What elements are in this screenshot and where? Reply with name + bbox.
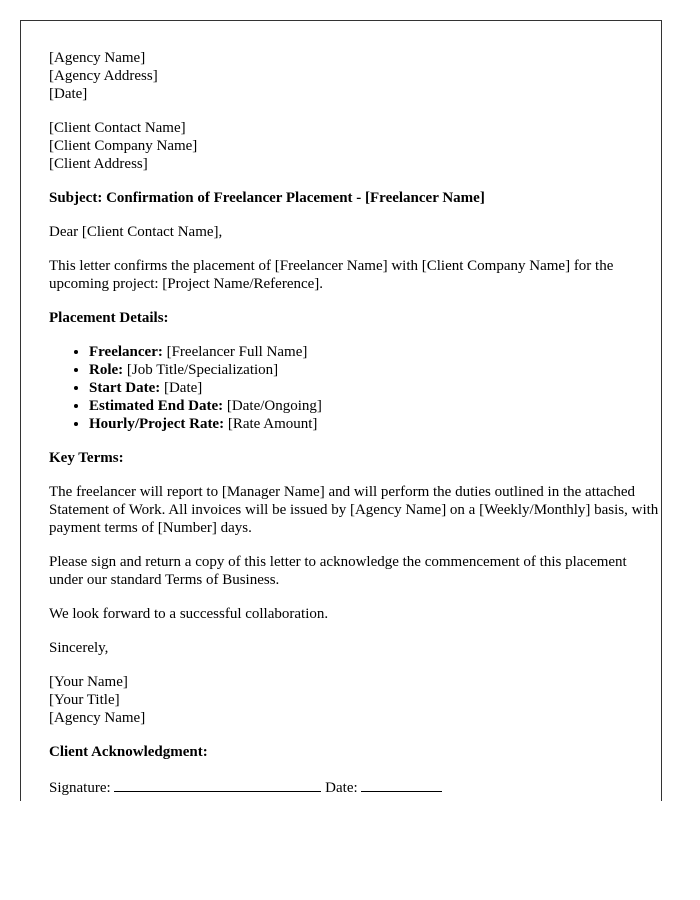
item-label: Hourly/Project Rate: <box>89 416 225 432</box>
intro-paragraph: This letter confirms the placement of [Freelancer Name] with [Client Company Name] for the upcoming project: [Project Name/Reference]. <box>49 258 614 292</box>
signoff: Sincerely, <box>49 640 109 656</box>
ack-heading: Client Acknowledgment: <box>49 744 208 760</box>
date-label: Date: <box>321 780 362 796</box>
signature-field[interactable] <box>114 777 321 792</box>
agency-name: [Agency Name] <box>49 50 146 66</box>
item-label: Estimated End Date: <box>89 398 224 414</box>
subject-line: Subject: Confirmation of Freelancer Placement - [Freelancer Name] <box>49 190 485 206</box>
signer-title: [Your Title] <box>49 692 120 708</box>
client-contact-name: [Client Contact Name] <box>49 120 186 136</box>
list-item <box>89 361 661 379</box>
letter-page <box>20 20 662 801</box>
closing-line: We look forward to a successful collaboration. <box>49 606 329 622</box>
list-item <box>89 397 661 415</box>
item-value: [Rate Amount] <box>224 416 318 432</box>
item-value: [Date] <box>160 380 203 396</box>
item-value: [Freelancer Full Name] <box>162 344 308 360</box>
item-label: Role: <box>89 362 124 378</box>
signature-line <box>49 777 661 797</box>
sign-request-paragraph: Please sign and return a copy of this letter to acknowledge the commencement of this placement under our standard Terms of Business. <box>49 554 627 588</box>
list-item <box>89 415 661 433</box>
list-item <box>89 379 661 397</box>
signer-name: [Your Name] <box>49 674 128 690</box>
key-terms-heading: Key Terms: <box>49 450 124 466</box>
placement-heading: Placement Details: <box>49 310 169 326</box>
key-terms-paragraph: The freelancer will report to [Manager Name] and will perform the duties outlined in the attached Statement of Work. All invoices will be issued by [Agency Name] on a [Weekly/Monthly] basis, with payment terms of [Number] days. <box>49 484 659 536</box>
item-value: [Date/Ongoing] <box>223 398 322 414</box>
agency-address: [Agency Address] <box>49 68 158 84</box>
item-label: Freelancer: <box>89 344 163 360</box>
client-company-name: [Client Company Name] <box>49 138 198 154</box>
sender-block <box>49 49 661 103</box>
signature-label: Signature: <box>49 780 115 796</box>
letter-date: [Date] <box>49 86 88 102</box>
signer-block <box>49 673 661 727</box>
date-field[interactable] <box>361 777 442 792</box>
recipient-block <box>49 119 661 173</box>
client-address: [Client Address] <box>49 156 148 172</box>
item-label: Start Date: <box>89 380 161 396</box>
signer-agency: [Agency Name] <box>49 710 146 726</box>
list-item <box>89 343 661 361</box>
item-value: [Job Title/Specialization] <box>123 362 279 378</box>
salutation: Dear [Client Contact Name], <box>49 224 223 240</box>
placement-list <box>49 343 661 433</box>
